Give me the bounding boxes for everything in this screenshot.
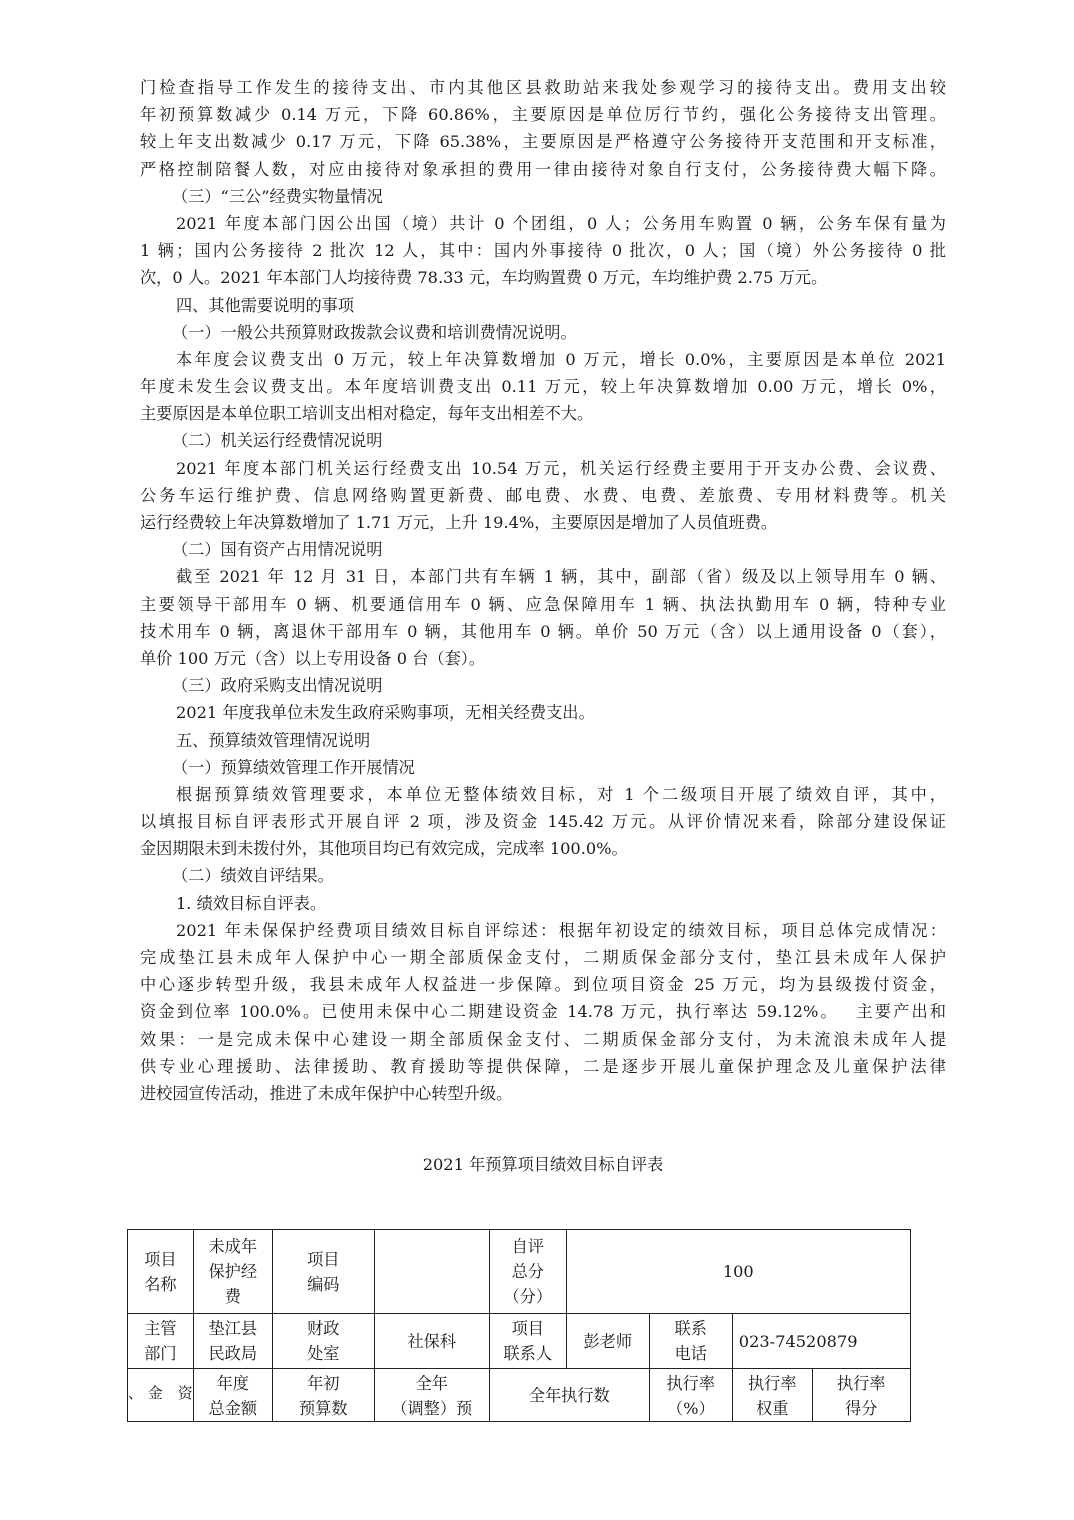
text-line: （二）国有资产占用情况说明	[172, 540, 383, 560]
project-name-value: 未成年 保护经 费	[193, 1230, 272, 1314]
text-line: （三）“三公”经费实物量情况	[172, 186, 383, 206]
performance-table	[127, 1229, 911, 1422]
text-line: 2021 年度本部门机关运行经费支出 10.54 万元，机关运行经费主要用于开支办公费、会议费、	[176, 458, 946, 478]
project-code-label: 项目 编码	[272, 1230, 374, 1314]
text-line: 截至 2021 年 12 月 31 日，本部门共有车辆 1 辆，其中，副部（省）级及以上领导用车 0 辆、	[176, 567, 946, 587]
text-line: （一）预算绩效管理工作开展情况	[172, 757, 415, 777]
annual-total-header: 年度 总金额	[193, 1369, 272, 1422]
body-text	[140, 74, 946, 1107]
text-line: 四、其他需要说明的事项	[176, 295, 355, 315]
text-line: 完成垫江县未成年人保护中心一期全部质保金支付，二期质保金部分支付，垫江县未成年人保护	[140, 948, 946, 967]
text-line: （二）机关运行经费情况说明	[172, 431, 383, 451]
text-line: 2021 年度本部门因公出国（境）共计 0 个团组，0 人；公务用车购置 0 辆，公务车保有量为	[176, 213, 946, 233]
self-score-label: 自评 总分 （分）	[489, 1230, 566, 1314]
dept-label: 主管 部门	[128, 1314, 194, 1369]
text-line: 效果：一是完成未保中心建设一期全部质保金支付、二期质保金部分支付，为未流浪未成年人提	[140, 1029, 946, 1049]
contact-label: 项目 联系人	[489, 1314, 566, 1369]
contact-value: 彭老师	[566, 1314, 649, 1369]
project-code-value	[374, 1230, 489, 1314]
text-line: 本年度会议费支出 0 万元，较上年决算数增加 0 万元，增长 0.0%，主要原因是本单位 2021	[176, 349, 946, 369]
text-line: 资金到位率 100.0%。已使用未保中心二期建设资金 14.78 万元，执行率达 59.12%。 主要产出和	[140, 1002, 946, 1022]
text-line: 年度未发生会议费支出。本年度培训费支出 0.11 万元，较上年决算数增加 0.00 万元，增长 0%，	[140, 377, 946, 397]
text-line: 金因期限未到未拨付外，其他项目均已有效完成，完成率 100.0%。	[140, 839, 628, 859]
text-line: 1. 绩效目标自评表。	[176, 893, 327, 913]
text-line: 次，0 人。2021 年本部门人均接待费 78.33 元，车均购置费 0 万元，车均维护费 2.75 万元。	[140, 268, 828, 288]
text-line: 单价 100 万元（含）以上专用设备 0 台（套）。	[140, 648, 486, 668]
text-line: 运行经费较上年决算数增加了 1.71 万元，上升 19.4%，主要原因是增加了人员值班费。	[140, 513, 778, 532]
text-line: （二）绩效自评结果。	[172, 866, 334, 886]
text-line: （一）一般公共预算财政拨款会议费和培训费情况说明。	[172, 322, 577, 342]
phone-value: 023-74520879	[732, 1314, 910, 1369]
text-line: 2021 年未保保护经费项目绩效目标自评综述：根据年初设定的绩效目标，项目总体完成情况：	[176, 920, 946, 940]
text-line: 主要领导干部用车 0 辆、机要通信用车 0 辆、应急保障用车 1 辆、执法执勤用车 0 辆，特种专业	[140, 594, 946, 614]
text-line: 中心逐步转型升级，我县未成年人权益进一步保障。到位项目资金 25 万元，均为县级拨付资金，	[140, 975, 946, 995]
initial-budget-header: 年初 预算数	[272, 1369, 374, 1422]
text-line: 1 辆；国内公务接待 2 批次 12 人，其中：国内外事接待 0 批次，0 人；国（境）外公务接待 0 批	[140, 241, 946, 261]
text-line: 技术用车 0 辆，离退休干部用车 0 辆，其他用车 0 辆。单价 50 万元（含）以上通用设备 0（套），	[140, 621, 946, 641]
text-line: 严格控制陪餐人数，对应由接待对象承担的费用一律由接待对象自行支付，公务接待费大幅下降。	[140, 159, 946, 179]
text-line: 主要原因是本单位职工培训支出相对稳定，每年支出相差不大。	[140, 404, 594, 424]
finance-office-value: 社保科	[374, 1314, 489, 1369]
exec-rate-header: 执行率 （%）	[649, 1369, 732, 1422]
self-score-value: 100	[566, 1230, 910, 1314]
table-title: 2021 年预算项目绩效目标自评表	[422, 1155, 664, 1174]
text-line: 五、预算绩效管理情况说明	[176, 730, 371, 750]
text-line: 年初预算数减少 0.14 万元，下降 60.86%，主要原因是单位厉行节约，强化公务接待支出管理。	[140, 105, 946, 125]
text-line: 2021 年度我单位未发生政府采购事项，无相关经费支出。	[176, 703, 595, 723]
annual-exec-header: 全年执行数	[489, 1369, 649, 1422]
phone-label: 联系 电话	[649, 1314, 732, 1369]
exec-weight-header: 执行率 权重	[732, 1369, 812, 1422]
text-line: 供专业心理援助、法律援助、教育援助等提供保障，二是逐步开展儿童保护理念及儿童保护法律	[140, 1056, 946, 1076]
text-line: 公务车运行维护费、信息网络购置更新费、邮电费、水费、电费、差旅费、专用材料费等。机关	[140, 485, 946, 505]
funds-label: 、 金 资	[128, 1369, 194, 1422]
text-line: 以填报目标自评表形式开展自评 2 项，涉及资金 145.42 万元。从评价情况来看，除部分建设保证	[140, 812, 946, 832]
text-line: 根据预算绩效管理要求，本单位无整体绩效目标，对 1 个二级项目开展了绩效自评，其中，	[176, 784, 946, 804]
dept-value: 垫江县 民政局	[193, 1314, 272, 1369]
text-line: （三）政府采购支出情况说明	[172, 676, 383, 696]
finance-office-label: 财政 处室	[272, 1314, 374, 1369]
text-line: 门检查指导工作发生的接待支出、市内其他区县救助站来我处参观学习的接待支出。费用支出较	[140, 78, 946, 97]
adjusted-budget-header: 全年 （调整）预	[374, 1369, 489, 1422]
text-line: 进校园宣传活动，推进了未成年保护中心转型升级。	[140, 1083, 513, 1103]
text-line: 较上年支出数减少 0.17 万元，下降 65.38%，主要原因是严格遵守公务接待开支范围和开支标准，	[140, 132, 946, 152]
exec-score-header: 执行率 得分	[812, 1369, 910, 1422]
project-name-label: 项目 名称	[128, 1230, 194, 1314]
